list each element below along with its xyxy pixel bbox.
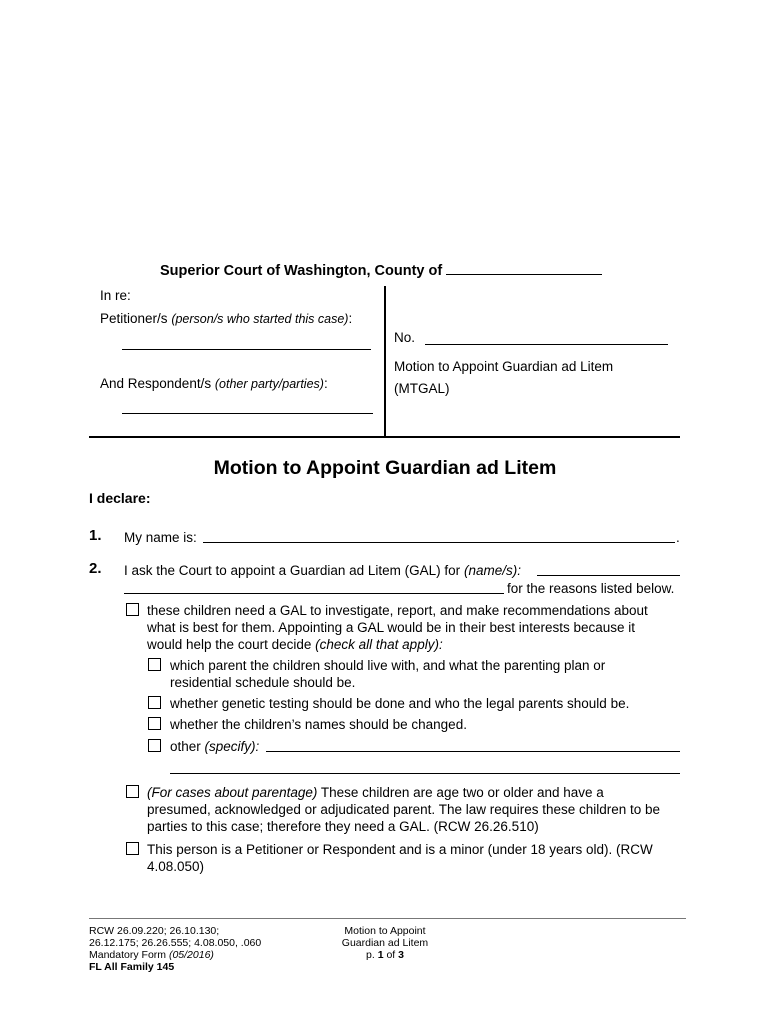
caption-form-title: Motion to Appoint Guardian ad Litem [394,359,614,374]
caption-divider [384,286,386,438]
option-b-line2: presumed, acknowledged or adjudicated parent. The law requires these children to be [147,802,661,817]
caption-form-code: (MTGAL) [394,381,450,396]
declare-heading: I declare: [89,490,151,506]
parentage-checkbox[interactable] [126,785,139,798]
footer-citation: RCW 26.09.220; 26.10.130; 26.12.175; 26.26.555; 4.08.050, .060 Mandatory Form (05/2016) FL All Family 145 [89,925,262,973]
gal-for-field-1[interactable] [537,575,680,576]
county-field[interactable] [446,262,602,275]
item-1-number: 1. [89,527,102,544]
sub3-text: whether the children’s names should be changed. [170,717,467,732]
in-re-label: In re: [100,288,131,303]
other-specify-field-2[interactable] [170,773,680,774]
item-2-reasons: for the reasons listed below. [507,581,675,596]
respondent-label: And Respondent/s (other party/parties): [100,376,328,391]
other-specify-field-1[interactable] [266,751,680,752]
sub1-line1: which parent the children should live with, and what the parenting plan or [170,658,606,673]
children-need-gal-checkbox[interactable] [126,603,139,616]
footer-form-name: Motion to Appoint Guardian ad Litem p. 1 of 3 [320,925,450,961]
respondent-field[interactable] [122,413,373,414]
option-b-line3: parties to this case; therefore they need a GAL. (RCW 26.26.510) [147,819,539,834]
name-field[interactable] [203,542,675,543]
case-number-label: No. [394,330,416,345]
page-title: Motion to Appoint Guardian ad Litem [213,457,557,479]
option-c-line2: 4.08.050) [147,859,205,874]
parenting-plan-checkbox[interactable] [148,658,161,671]
other-checkbox[interactable] [148,739,161,752]
sub2-text: whether genetic testing should be done and who the legal parents should be. [170,696,630,711]
item-2-label: I ask the Court to appoint a Guardian ad Litem (GAL) for (name/s): [124,563,521,578]
petitioner-field[interactable] [122,349,371,350]
option-a-line3: would help the court decide (check all that apply): [147,637,443,652]
option-b-line1: (For cases about parentage) These children are age two or older and have a [147,785,604,800]
item-1-period: . [676,530,680,545]
option-a-line1: these children need a GAL to investigate, report, and make recommendations about [147,603,648,618]
minor-party-checkbox[interactable] [126,842,139,855]
item-2-number: 2. [89,560,102,577]
sub4-label: other (specify): [170,739,260,754]
caption-rule [89,436,680,438]
item-1-label: My name is: [124,530,197,545]
court-title: Superior Court of Washington, County of [160,262,602,279]
name-change-checkbox[interactable] [148,717,161,730]
case-number-field[interactable] [425,344,668,345]
petitioner-label: Petitioner/s (person/s who started this case): [100,311,353,326]
sub1-line2: residential schedule should be. [170,675,356,690]
page-number: p. 1 of 3 [366,949,404,961]
gal-for-field-2[interactable] [124,593,504,594]
genetic-testing-checkbox[interactable] [148,696,161,709]
option-c-line1: This person is a Petitioner or Respondent and is a minor (under 18 years old). (RCW [147,842,653,857]
footer-divider [89,918,686,919]
option-a-line2: what is best for them. Appointing a GAL would be in their best interests because it [147,620,636,635]
